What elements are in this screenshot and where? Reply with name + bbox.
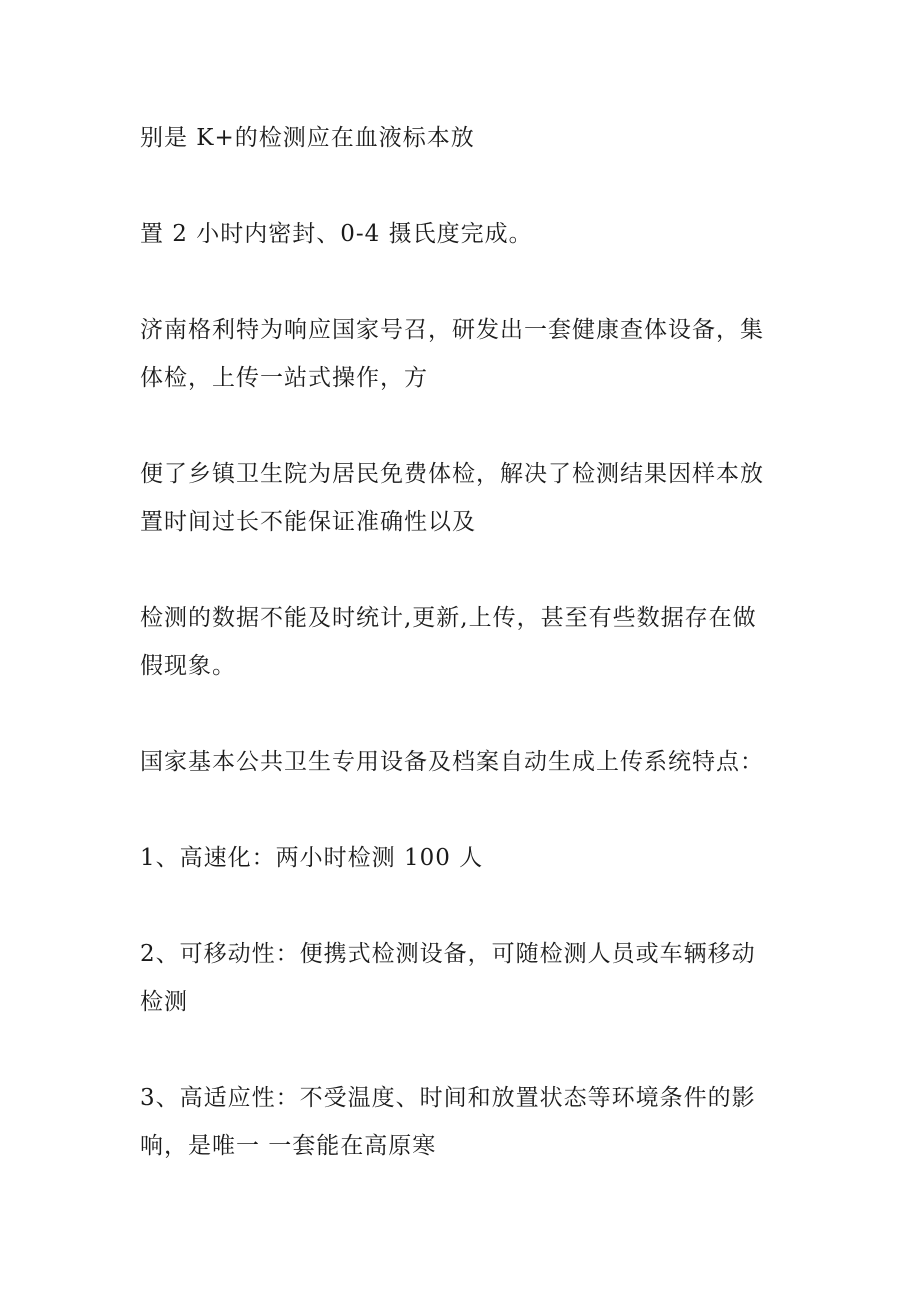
paragraph-line: 置 2 小时内密封、0-4 摄氏度完成。 [140,221,533,247]
paragraph-line: 假现象。 [140,653,236,679]
paragraph-8 [140,930,800,1026]
paragraph-line: 响，是唯一 一套能在高原寒 [140,1133,437,1159]
paragraph-line: 便了乡镇卫生院为居民免费体检，解决了检测结果因样本放 [140,461,764,487]
paragraph-line: 检测 [140,989,188,1015]
paragraph-7 [140,834,800,882]
paragraph-9 [140,1074,800,1170]
paragraph-line: 济南格利特为响应国家号召，研发出一套健康查体设备，集 [140,317,764,343]
paragraph-line: 别是 K+的检测应在血液标本放 [140,125,475,151]
paragraph-4 [140,450,800,546]
paragraph-line: 国家基本公共卫生专用设备及档案自动生成上传系统特点： [140,749,764,775]
paragraph-line: 3、高适应性：不受温度、时间和放置状态等环境条件的影 [140,1085,756,1111]
paragraph-3 [140,306,800,402]
paragraph-line: 检测的数据不能及时统计,更新,上传，甚至有些数据存在做 [140,605,757,631]
paragraph-2 [140,210,800,258]
paragraph-line: 2、可移动性：便携式检测设备，可随检测人员或车辆移动 [140,941,756,967]
paragraph-1 [140,114,800,162]
paragraph-line: 1、高速化：两小时检测 100 人 [140,845,484,871]
paragraph-line: 置时间过长不能保证准确性以及 [140,509,476,535]
paragraph-line: 体检，上传一站式操作，方 [140,365,428,391]
paragraph-6 [140,738,800,786]
paragraph-5 [140,594,800,690]
